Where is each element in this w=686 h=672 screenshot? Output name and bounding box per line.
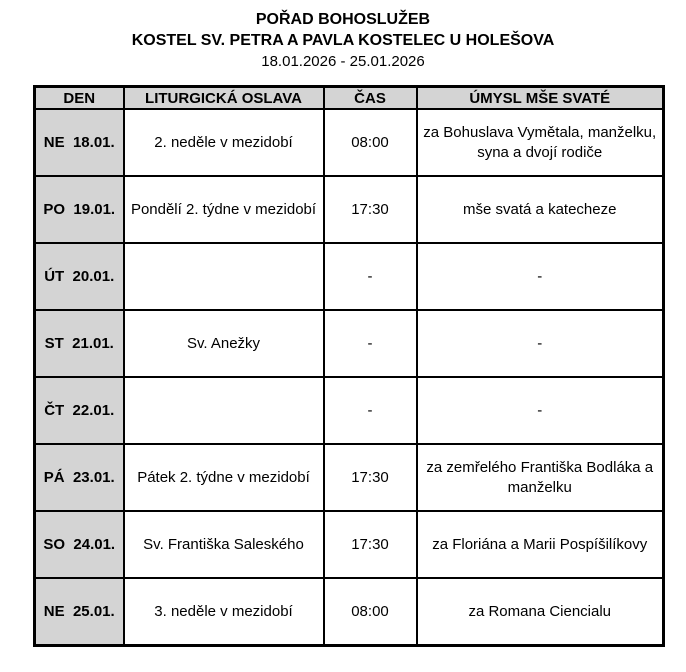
table-row-ne-25	[35, 578, 664, 646]
table-row-so-24	[35, 511, 664, 578]
celebration-cell: Sv. Františka Saleského	[124, 511, 324, 578]
col-header-liturgicka-oslava: LITURGICKÁ OSLAVA	[124, 87, 324, 110]
time-cell: 17:30	[324, 444, 417, 511]
time-cell: 08:00	[324, 109, 417, 176]
intention-cell: za Bohuslava Vymětala, manželku, syna a dvojí rodiče	[417, 109, 664, 176]
table-row-ct-22	[35, 377, 664, 444]
day-cell: ÚT 20.01.	[35, 243, 124, 310]
celebration-cell: 2. neděle v mezidobí	[124, 109, 324, 176]
time-cell: -	[324, 310, 417, 377]
intention-cell: -	[417, 243, 664, 310]
celebration-cell	[124, 377, 324, 444]
intention-cell: za Floriána a Marii Pospíšilíkovy	[417, 511, 664, 578]
time-cell: -	[324, 243, 417, 310]
table-row-ut-20	[35, 243, 664, 310]
day-cell: ČT 22.01.	[35, 377, 124, 444]
intention-cell: za Romana Ciencialu	[417, 578, 664, 646]
intention-cell: -	[417, 377, 664, 444]
date-range: 18.01.2026 - 25.01.2026	[261, 53, 425, 70]
time-cell: 17:30	[324, 511, 417, 578]
intention-cell: mše svatá a katecheze	[417, 176, 664, 243]
day-cell: NE 18.01.	[35, 109, 124, 176]
celebration-cell: Pondělí 2. týdne v mezidobí	[124, 176, 324, 243]
schedule-table	[33, 85, 665, 647]
intention-cell: -	[417, 310, 664, 377]
document-header	[0, 0, 686, 72]
table-row-st-21	[35, 310, 664, 377]
time-cell: 17:30	[324, 176, 417, 243]
col-header-den: DEN	[35, 87, 124, 110]
day-cell: SO 24.01.	[35, 511, 124, 578]
intention-cell: za zemřelého Františka Bodláka a manželku	[417, 444, 664, 511]
day-cell: NE 25.01.	[35, 578, 124, 646]
table-row-pa-23	[35, 444, 664, 511]
celebration-cell	[124, 243, 324, 310]
time-cell: 08:00	[324, 578, 417, 646]
col-header-cas: ČAS	[324, 87, 417, 110]
celebration-cell: 3. neděle v mezidobí	[124, 578, 324, 646]
table-row-ne-18	[35, 109, 664, 176]
time-cell: -	[324, 377, 417, 444]
header-row	[35, 87, 664, 110]
church-name: KOSTEL SV. PETRA A PAVLA KOSTELEC U HOLEŠOVA	[131, 32, 555, 49]
celebration-cell: Sv. Anežky	[124, 310, 324, 377]
document-title: POŘAD BOHOSLUŽEB	[255, 11, 431, 28]
celebration-cell: Pátek 2. týdne v mezidobí	[124, 444, 324, 511]
col-header-umysl: ÚMYSL MŠE SVATÉ	[417, 87, 664, 110]
day-cell: ST 21.01.	[35, 310, 124, 377]
table-row-po-19	[35, 176, 664, 243]
day-cell: PO 19.01.	[35, 176, 124, 243]
day-cell: PÁ 23.01.	[35, 444, 124, 511]
